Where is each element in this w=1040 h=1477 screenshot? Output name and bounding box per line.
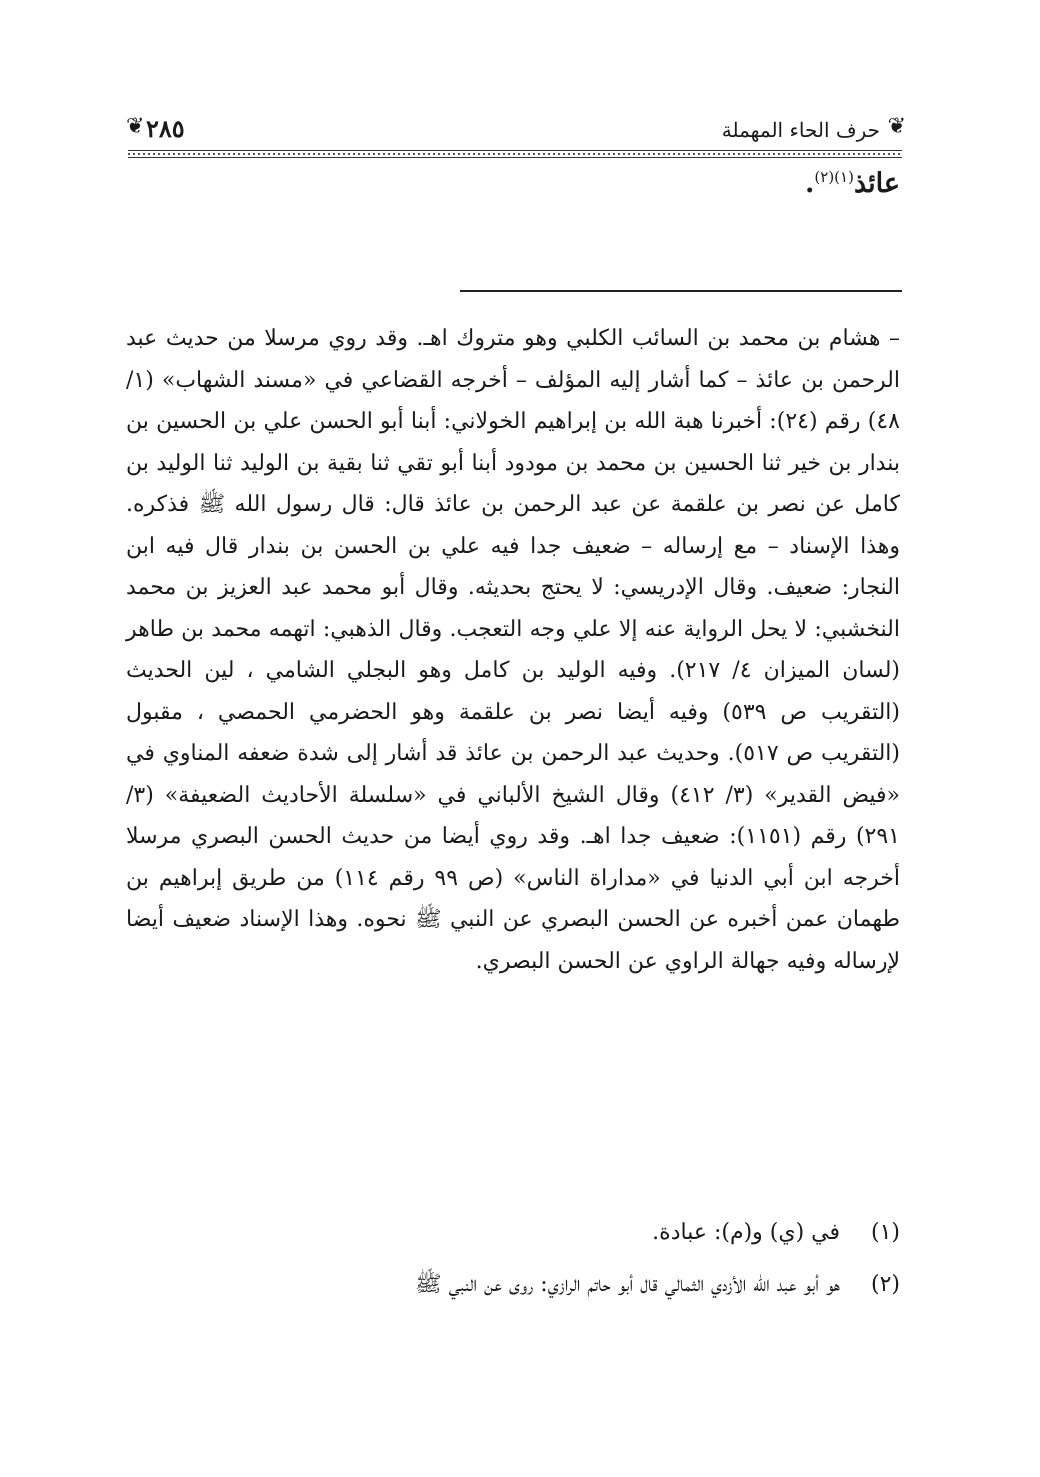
- footnote-text: في (ي) و(م): عبادة.: [652, 1220, 840, 1245]
- footnote-text: هو أبو عبد الله الأزدي الثمالي قال أبو حاتم الرازي: روى عن النبي ﷺ: [415, 1272, 840, 1297]
- footnote-number: (٢): [870, 1272, 900, 1297]
- footnote-number: (١): [870, 1220, 900, 1245]
- footnote-separator: [460, 290, 902, 292]
- running-header: [126, 112, 906, 160]
- main-end: .: [805, 168, 815, 199]
- footnote-refs: (١)(٢): [814, 168, 854, 186]
- footnote-continued-text: – هشام بن محمد بن السائب الكلبي وهو متروك اهـ. وقد روي مرسلا من حديث عبد الرحمن بن عائذ – كما أشار إليه المؤلف – أخرجه القضاعي في «مسند الشهاب» (١/ ٤٨) رقم (٢٤): أخبرنا هبة الله بن إبراهيم الخولاني: أبنا أبو الحسن علي بن الحسين بن بندار بن خير ثنا الحسين بن محمد بن مودود أبنا أبو تقي ثنا بقية بن الوليد ثنا الوليد بن كامل عن نصر بن علقمة عن عبد الرحمن بن عائذ قال: قال رسول الله ﷺ فذكره. وهذا الإسناد – مع إرساله – ضعيف جدا فيه علي بن الحسن بن بندار قال فيه ابن النجار: ضعيف. وقال الإدريسي: لا يحتج بحديثه. وقال أبو محمد عبد العزيز بن محمد النخشبي: لا يحل الرواية عنه إلا علي وجه التعجب. وقال الذهبي: اتهمه محمد بن طاهر (لسان الميزان ٤/ ٢١٧). وفيه الوليد بن كامل وهو البجلي الشامي ، لين الحديث (التقريب ص ٥٣٩) وفيه أيضا نصر بن علقمة وهو الحضرمي الحمصي ، مقبول (التقريب ص ٥١٧). وحديث عبد الرحمن بن عائذ قد أشار إلى شدة ضعفه المناوي في «فيض القدير» (٣/ ٤١٢) وقال الشيخ الألباني في «سلسلة الأحاديث الضعيفة» (٣/ ٢٩١) رقم (١١٥١): ضعيف جدا اهـ. وقد روي أيضا من حديث الحسن البصري مرسلا أخرجه ابن أبي الدنيا في «مداراة الناس» (ص ٩٩ رقم ١١٤) من طريق إبراهيم بن طهمان عمن أخبره عن الحسن البصري عن النبي ﷺ نحوه. وهذا الإسناد ضعيف أيضا لإرساله وفيه جهالة الراوي عن الحسن البصري.: [126, 326, 901, 974]
- ornament-left-icon: ❦: [126, 114, 145, 139]
- main-text: [805, 168, 900, 199]
- chapter-title: حرف الحاء المهملة: [721, 118, 880, 142]
- ornament-right-icon: ❦: [887, 114, 906, 139]
- header-rule: [128, 150, 902, 158]
- main-word: عائذ: [853, 168, 900, 199]
- footnote-2: [126, 1264, 900, 1306]
- footnote-1: [126, 1212, 900, 1254]
- footnote-continued: [126, 318, 900, 982]
- page-number: ٢٨٥: [146, 114, 185, 143]
